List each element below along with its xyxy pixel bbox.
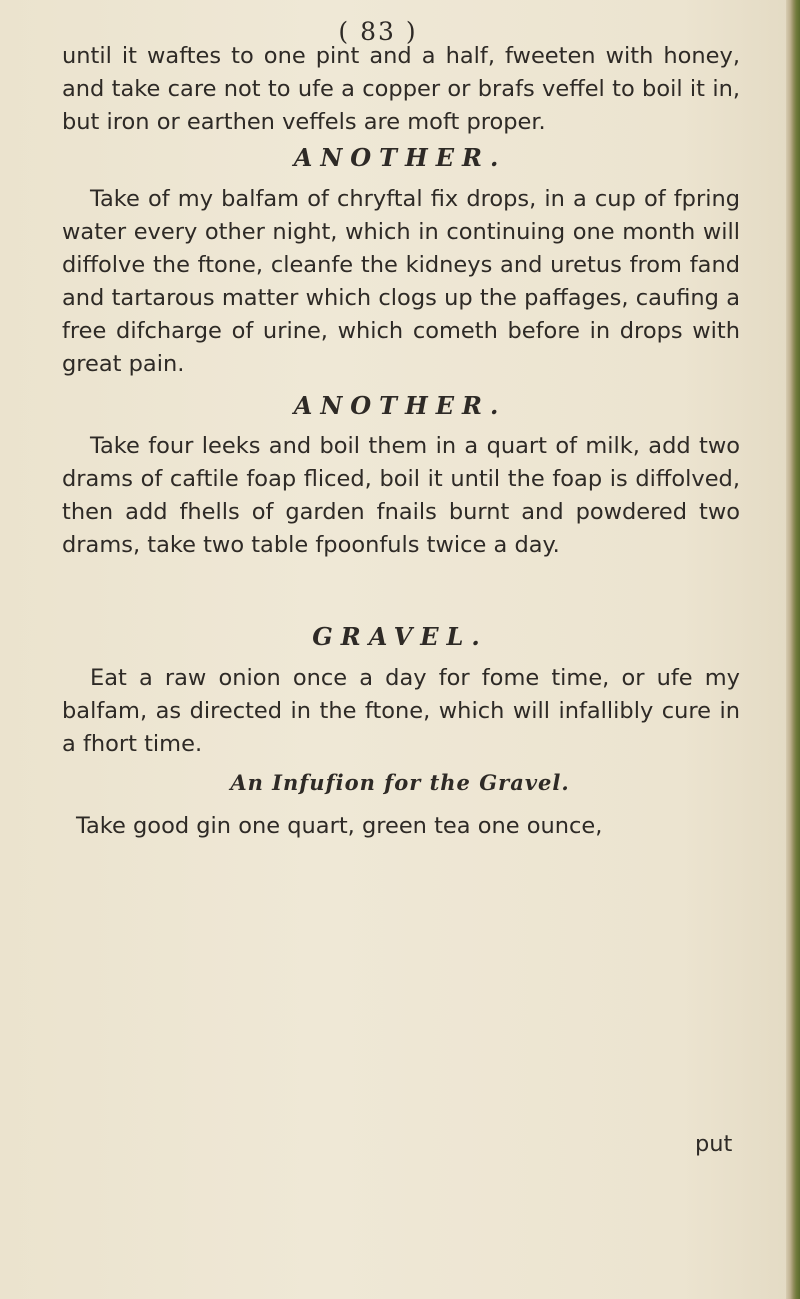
heading-gravel: GRAVEL. [312,622,488,651]
paragraph-gin: Take good gin one quart, green tea one ounce, [76,813,603,839]
paragraph-onion: Eat a raw onion once a day for fome time, or ufe my balfam, as directed in the ftone, which will infallibly cure in a fhort time. [62,665,740,757]
catchword: put [695,1131,733,1157]
heading-another-2: ANOTHER. [293,391,507,420]
paragraph-leeks: Take four leeks and boil them in a quart of milk, add two drams of caftile foap fliced, boil it until the foap is diffolved, then add fhells of garden fnails burnt and powdered two drams, take two table fpoonfuls twice a day. [62,433,740,558]
heading-another-1: ANOTHER. [293,143,507,172]
heading-infusion: An Infufion for the Gravel. [230,770,570,795]
page-number: ( 83 ) [338,17,418,46]
paragraph-intro: until it waftes to one pint and a half, fweeten with honey, and take care not to ufe a copper or brafs veffel to boil it in, but iron or earthen veffels are moft proper. [62,43,740,135]
paragraph-balsam: Take of my balfam of chryftal fix drops, in a cup of fpring water every other night, which in continuing one month will diffolve the ftone, cleanfe the kidneys and uretus from fand and tartarous matter which clogs up the paffages, caufing a free difcharge of urine, which cometh before in drops with great pain. [62,186,740,377]
